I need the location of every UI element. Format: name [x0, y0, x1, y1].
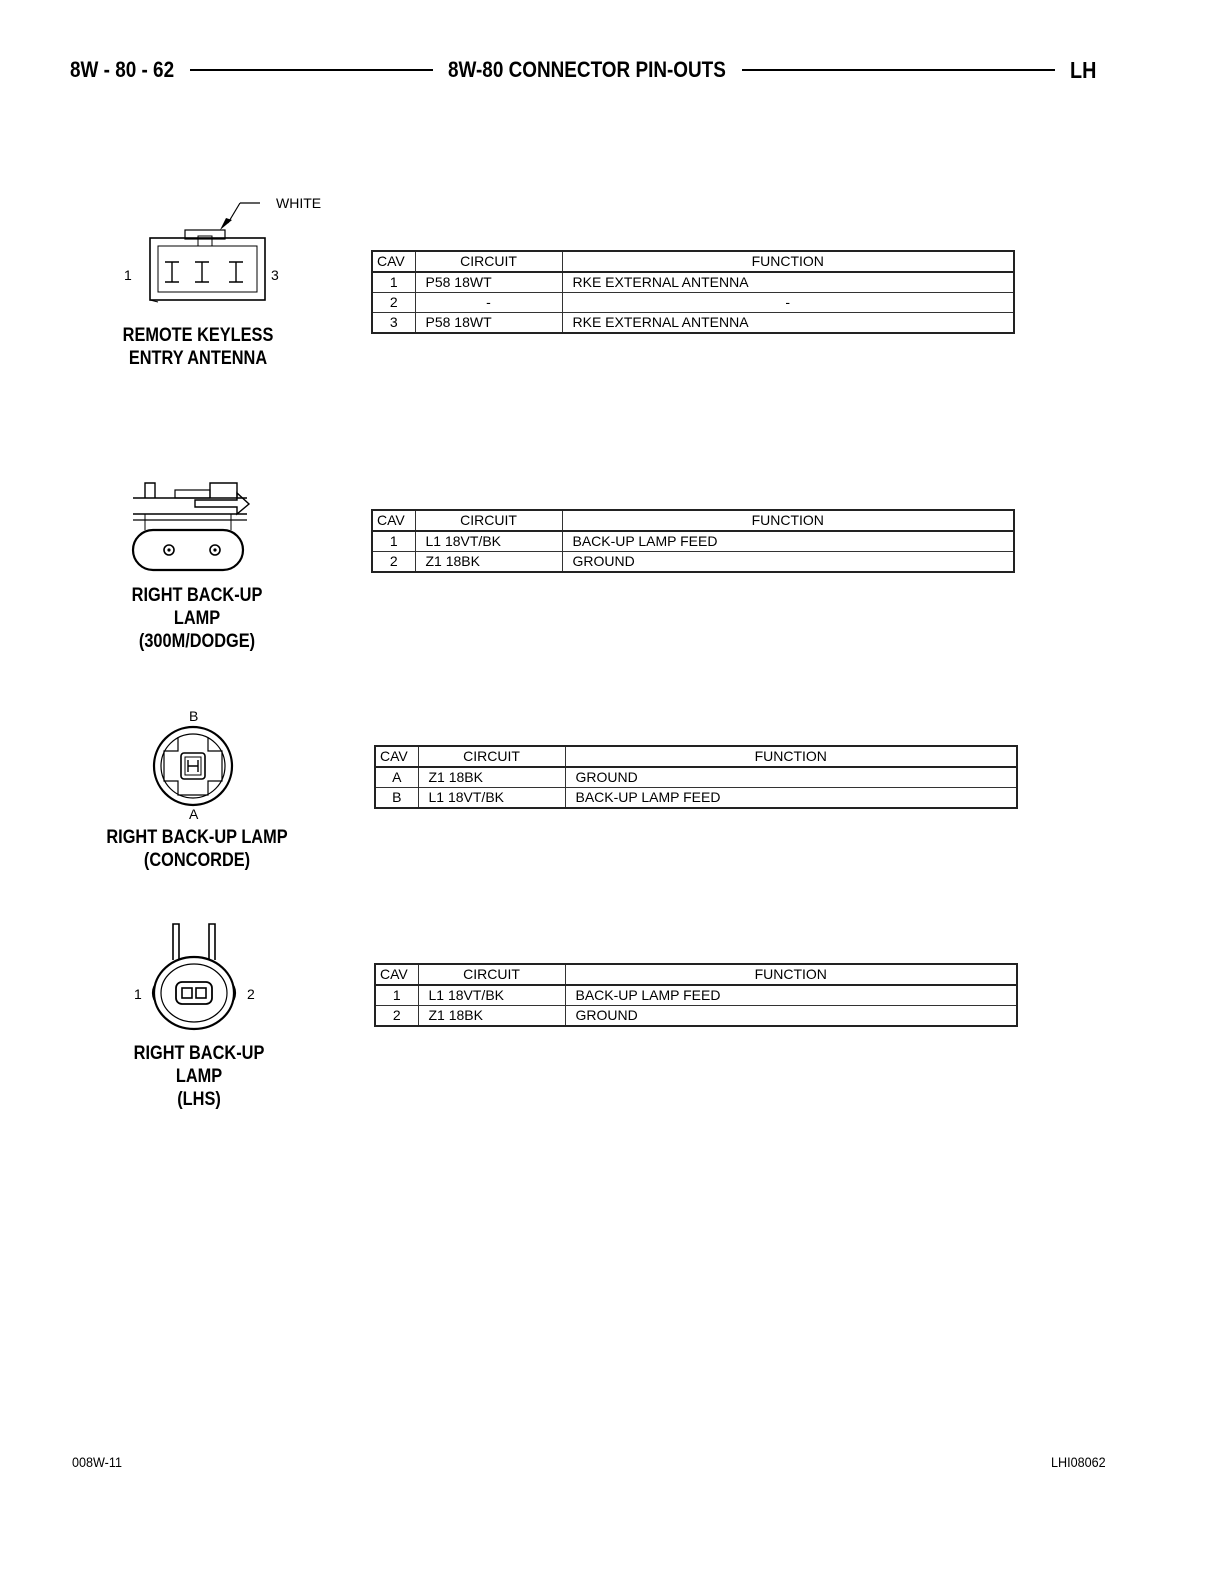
pinout-table-concorde [374, 745, 1018, 809]
footer-left-code: 008W-11 [72, 1454, 122, 1470]
col-header-function: FUNCTION [565, 746, 1017, 767]
pin-label-top: B [189, 708, 199, 724]
col-header-function: FUNCTION [565, 964, 1017, 985]
pin-label-right: 3 [271, 267, 279, 283]
col-header-function: FUNCTION [562, 510, 1014, 531]
header-rule-right [742, 69, 1055, 71]
connector-name-rke: REMOTE KEYLESS ENTRY ANTENNA [122, 325, 274, 369]
backup-lamp-concorde-connector-diagram [148, 723, 238, 809]
connector-name-concorde: RIGHT BACK-UP LAMP (CONCORDE) [106, 827, 288, 871]
section-code: LH [1070, 57, 1097, 83]
pin-label-left: 1 [124, 267, 132, 283]
pin-label-right: 2 [247, 986, 255, 1002]
col-header-circuit: CIRCUIT [415, 510, 562, 531]
pin-label-left: 1 [134, 986, 142, 1002]
col-header-circuit: CIRCUIT [415, 251, 562, 272]
col-header-function: FUNCTION [562, 251, 1014, 272]
table-row: 2 Z1 18BK GROUND [372, 552, 1014, 573]
col-header-cav: CAV [375, 964, 418, 985]
col-header-cav: CAV [372, 251, 415, 272]
table-row: 2 Z1 18BK GROUND [375, 1006, 1017, 1027]
backup-lamp-300m-connector-diagram [125, 478, 265, 578]
header-rule-left [190, 69, 433, 71]
table-row: 1 L1 18VT/BK BACK-UP LAMP FEED [372, 531, 1014, 552]
page-title: 8W-80 CONNECTOR PIN-OUTS [448, 57, 726, 82]
table-row: A Z1 18BK GROUND [375, 767, 1017, 788]
pinout-table-rke [371, 250, 1015, 334]
pinout-table-lhs [374, 963, 1018, 1027]
wire-color-label: WHITE [276, 195, 322, 211]
table-row: 3 P58 18WT RKE EXTERNAL ANTENNA [372, 313, 1014, 334]
table-row: 2 - - [372, 293, 1014, 313]
col-header-circuit: CIRCUIT [418, 964, 565, 985]
connector-name-lhs: RIGHT BACK-UP LAMP (LHS) [133, 1043, 265, 1110]
table-row: 1 P58 18WT RKE EXTERNAL ANTENNA [372, 272, 1014, 293]
page-number: 8W - 80 - 62 [70, 57, 175, 82]
backup-lamp-lhs-connector-diagram [146, 920, 246, 1032]
col-header-cav: CAV [372, 510, 415, 531]
footer-right-code: LHI08062 [1051, 1454, 1106, 1470]
col-header-circuit: CIRCUIT [418, 746, 565, 767]
table-row: 1 L1 18VT/BK BACK-UP LAMP FEED [375, 985, 1017, 1006]
col-header-cav: CAV [375, 746, 418, 767]
pin-label-bottom: A [189, 806, 199, 822]
pinout-table-300m [371, 509, 1015, 573]
table-row: B L1 18VT/BK BACK-UP LAMP FEED [375, 788, 1017, 809]
connector-name-300m: RIGHT BACK-UP LAMP (300M/DODGE) [131, 585, 263, 652]
